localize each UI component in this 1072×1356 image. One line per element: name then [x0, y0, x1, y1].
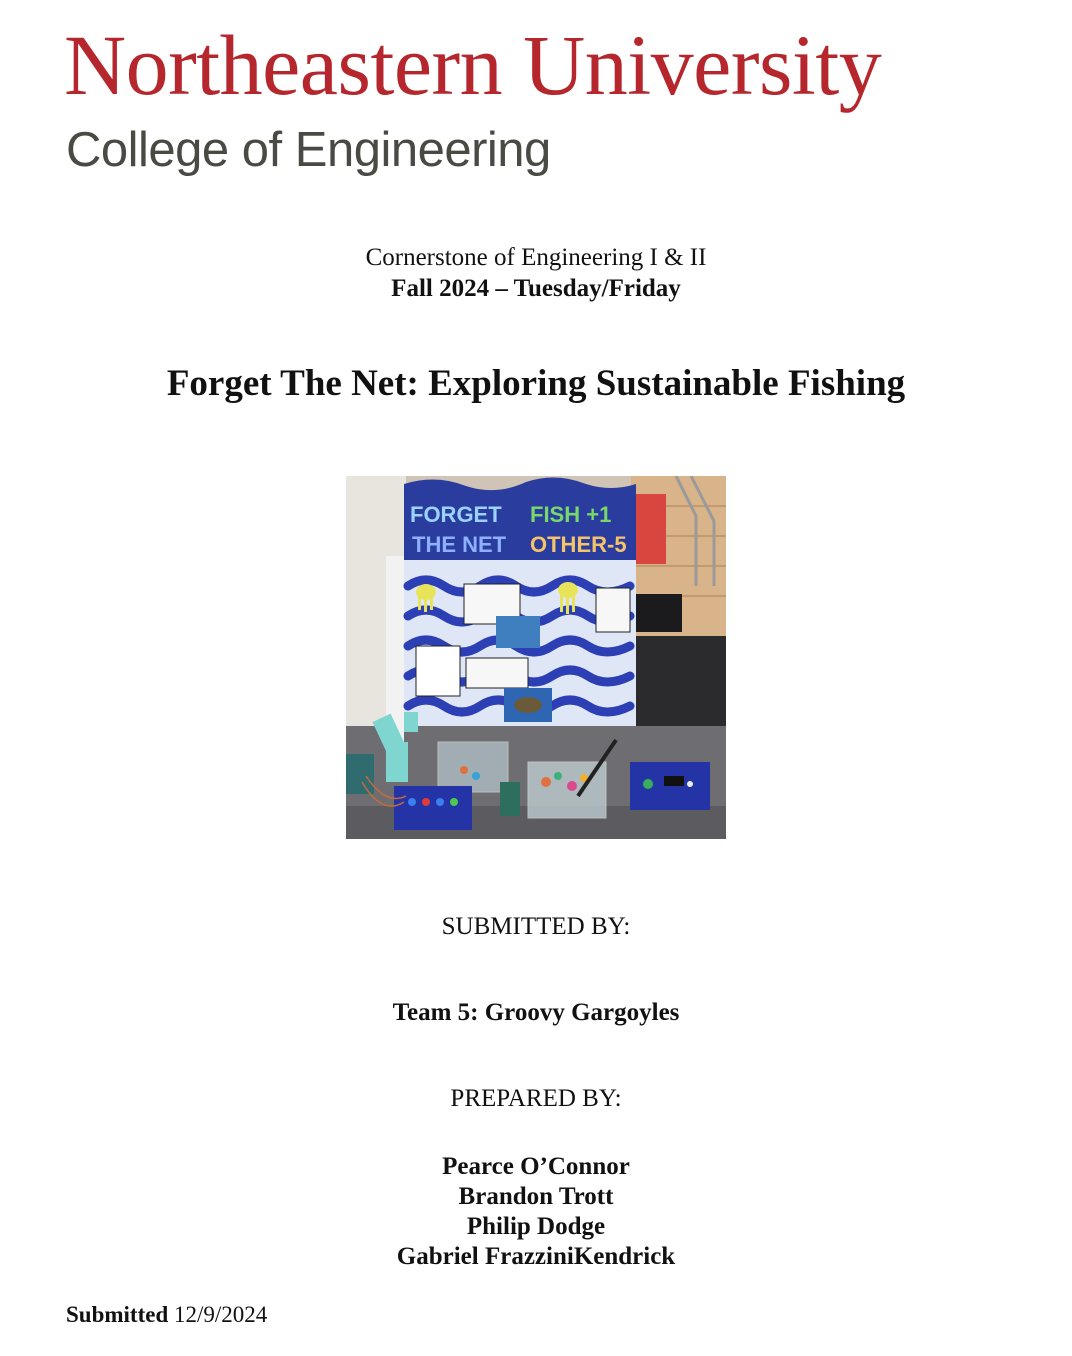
prepared-by-label: PREPARED BY:: [450, 1085, 622, 1112]
poster-text-the-net: THE NET: [412, 532, 507, 557]
course-name: Cornerstone of Engineering I & II: [365, 244, 707, 271]
submission-date-line: [66, 1302, 267, 1328]
submitted-by-label: SUBMITTED BY:: [441, 913, 631, 940]
poster-text-other: OTHER-5: [530, 532, 627, 557]
college-logo-text: College of Engineering: [66, 123, 551, 177]
member-name: Philip Dodge: [466, 1213, 606, 1240]
member-list: [0, 1152, 1072, 1272]
university-logo-text: Northeastern University: [64, 17, 882, 113]
member-name: Pearce O’Connor: [442, 1153, 630, 1180]
poster-text-forget: FORGET: [410, 502, 502, 527]
member-name: Brandon Trott: [458, 1183, 614, 1210]
submission-date: 12/9/2024: [174, 1302, 268, 1327]
member-name: Gabriel FrazziniKendrick: [396, 1243, 676, 1270]
project-display-photo: [346, 476, 726, 839]
course-term: Fall 2024 – Tuesday/Friday: [391, 275, 681, 302]
project-title: Forget The Net: Exploring Sustainable Fishing: [166, 363, 906, 404]
submission-label: Submitted: [66, 1302, 169, 1327]
team-name: Team 5: Groovy Gargoyles: [392, 999, 680, 1026]
poster-text-fish: FISH +1: [530, 502, 612, 527]
